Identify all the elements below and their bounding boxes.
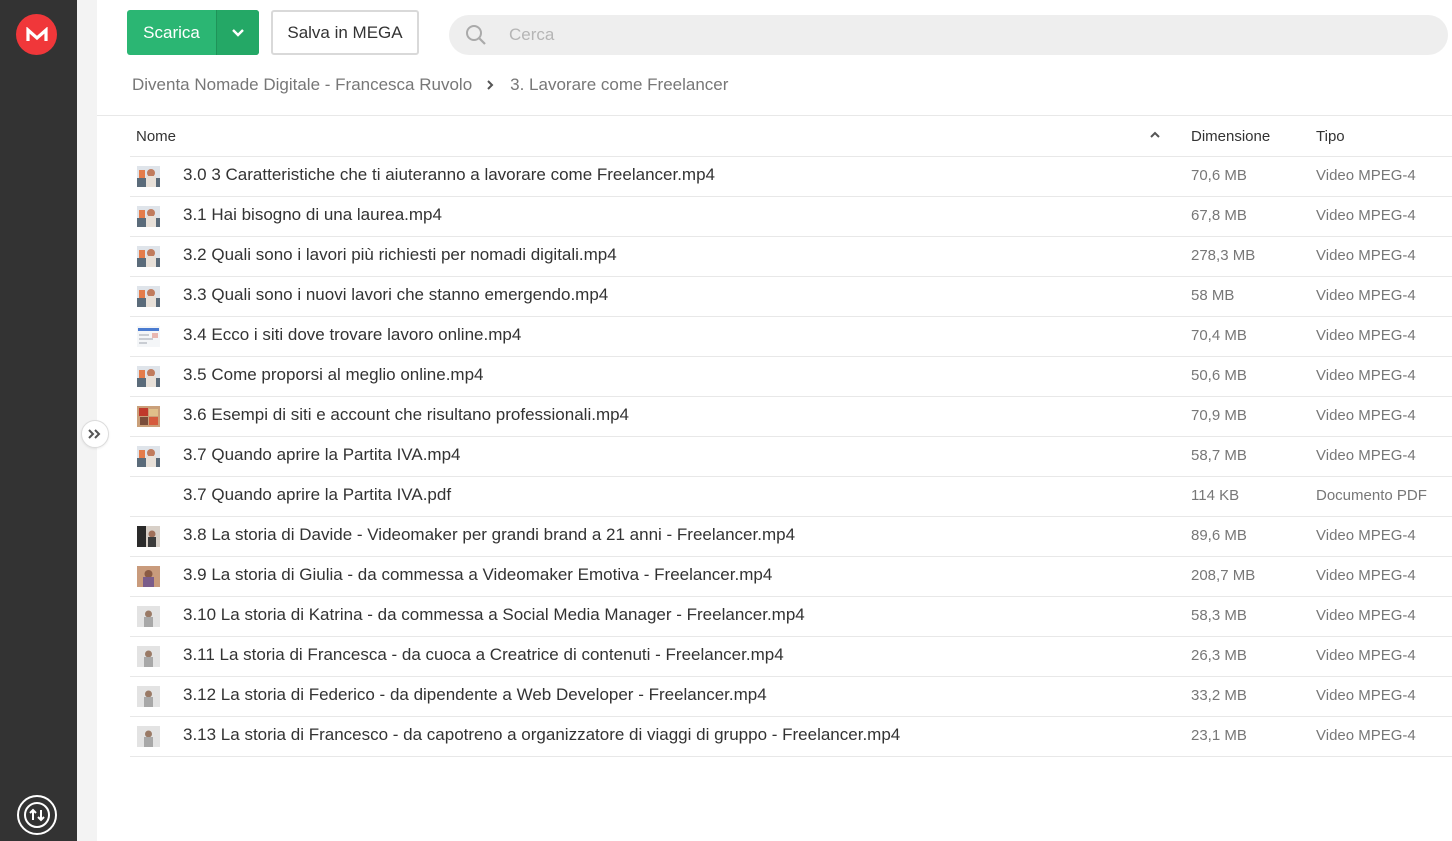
file-type: Video MPEG-4 (1316, 407, 1416, 424)
breadcrumb-item-current[interactable]: 3. Lavorare come Freelancer (510, 75, 729, 94)
file-type: Video MPEG-4 (1316, 167, 1416, 184)
file-size: 58,7 MB (1191, 447, 1247, 464)
video-thumbnail-icon (137, 366, 160, 387)
file-name: 3.1 Hai bisogno di una laurea.mp4 (183, 205, 442, 224)
video-thumbnail-icon (137, 166, 160, 187)
file-type: Video MPEG-4 (1316, 687, 1416, 704)
expand-panel-icon[interactable] (81, 420, 109, 448)
file-row[interactable] (130, 237, 1452, 277)
breadcrumb-item-root[interactable]: Diventa Nomade Digitale - Francesca Ruvolo (132, 75, 473, 94)
file-type: Video MPEG-4 (1316, 287, 1416, 304)
save-to-mega-button[interactable]: Salva in MEGA (271, 10, 419, 55)
video-thumbnail-icon (137, 206, 160, 227)
person-light-thumbnail-icon (137, 646, 160, 667)
file-name: 3.8 La storia di Davide - Videomaker per grandi brand a 21 anni - Freelancer.mp4 (183, 525, 796, 544)
file-size: 70,9 MB (1191, 407, 1247, 424)
file-size: 70,4 MB (1191, 327, 1247, 344)
file-type: Video MPEG-4 (1316, 727, 1416, 744)
file-row[interactable] (130, 557, 1452, 597)
download-button-label: Scarica (143, 22, 200, 42)
file-row[interactable] (130, 717, 1452, 757)
file-type: Video MPEG-4 (1316, 447, 1416, 464)
file-list (130, 157, 1452, 757)
file-name: 3.12 La storia di Federico - da dipendente a Web Developer - Freelancer.mp4 (183, 685, 767, 704)
person-light-thumbnail-icon (137, 726, 160, 747)
sort-ascending-icon[interactable] (1148, 128, 1162, 146)
transfer-manager-icon[interactable] (17, 795, 57, 835)
person-light-thumbnail-icon (137, 686, 160, 707)
file-type: Video MPEG-4 (1316, 247, 1416, 264)
column-header-name[interactable]: Nome (136, 128, 177, 145)
file-name: 3.9 La storia di Giulia - da commessa a Videomaker Emotiva - Freelancer.mp4 (183, 565, 773, 584)
file-type: Documento PDF (1316, 487, 1427, 504)
column-header-size[interactable]: Dimensione (1191, 128, 1271, 145)
file-size: 50,6 MB (1191, 367, 1247, 384)
file-size: 114 KB (1191, 487, 1240, 504)
file-row[interactable] (130, 157, 1452, 197)
file-name: 3.10 La storia di Katrina - da commessa a Social Media Manager - Freelancer.mp4 (183, 605, 805, 624)
column-header-type[interactable]: Tipo (1316, 128, 1345, 145)
file-name: 3.11 La storia di Francesca - da cuoca a Creatrice di contenuti - Freelancer.mp4 (183, 645, 784, 664)
file-size: 278,3 MB (1191, 247, 1256, 264)
mega-logo-icon[interactable] (16, 14, 57, 55)
file-size: 58 MB (1191, 287, 1235, 304)
screen-thumbnail-icon (137, 326, 160, 347)
file-row[interactable] (130, 397, 1452, 437)
file-name: 3.2 Quali sono i lavori più richiesti per nomadi digitali.mp4 (183, 245, 617, 264)
file-size: 89,6 MB (1191, 527, 1247, 544)
file-row[interactable] (130, 637, 1452, 677)
file-type: Video MPEG-4 (1316, 207, 1416, 224)
file-name: 3.7 Quando aprire la Partita IVA.mp4 (183, 445, 461, 464)
file-size: 67,8 MB (1191, 207, 1247, 224)
file-name: 3.0 3 Caratteristiche che ti aiuteranno a lavorare come Freelancer.mp4 (183, 165, 715, 184)
file-row[interactable] (130, 317, 1452, 357)
file-row[interactable] (130, 197, 1452, 237)
file-size: 58,3 MB (1191, 607, 1247, 624)
file-type: Video MPEG-4 (1316, 327, 1416, 344)
header-divider (97, 115, 1452, 116)
file-size: 208,7 MB (1191, 567, 1256, 584)
file-type: Video MPEG-4 (1316, 647, 1416, 664)
file-size: 26,3 MB (1191, 647, 1247, 664)
file-name: 3.5 Come proporsi al meglio online.mp4 (183, 365, 484, 384)
file-row[interactable] (130, 677, 1452, 717)
collage-thumbnail-icon (137, 406, 160, 427)
file-row[interactable] (130, 277, 1452, 317)
download-options-chevron-down-icon[interactable] (216, 10, 259, 55)
file-row[interactable] (130, 357, 1452, 397)
file-row[interactable] (130, 437, 1452, 477)
chevron-right-icon (486, 79, 494, 91)
sidebar (0, 0, 77, 841)
file-size: 23,1 MB (1191, 727, 1247, 744)
file-row[interactable] (130, 517, 1452, 557)
file-type: Video MPEG-4 (1316, 527, 1416, 544)
search-icon (451, 15, 501, 55)
file-size: 70,6 MB (1191, 167, 1247, 184)
person-light-thumbnail-icon (137, 606, 160, 627)
file-row[interactable] (130, 597, 1452, 637)
file-list-header (130, 117, 1452, 157)
file-row[interactable] (130, 477, 1452, 517)
file-name: 3.7 Quando aprire la Partita IVA.pdf (183, 485, 452, 504)
file-type: Video MPEG-4 (1316, 567, 1416, 584)
file-name: 3.13 La storia di Francesco - da capotreno a organizzatore di viaggi di gruppo - Freelancer.mp4 (183, 725, 901, 744)
search-input[interactable] (509, 25, 1409, 45)
file-type: Video MPEG-4 (1316, 367, 1416, 384)
file-name: 3.3 Quali sono i nuovi lavori che stanno emergendo.mp4 (183, 285, 609, 304)
video-thumbnail-icon (137, 446, 160, 467)
video-thumbnail-icon (137, 286, 160, 307)
file-name: 3.6 Esempi di siti e account che risultano professionali.mp4 (183, 405, 630, 424)
file-type: Video MPEG-4 (1316, 607, 1416, 624)
video-thumbnail-icon (137, 246, 160, 267)
file-name: 3.4 Ecco i siti dove trovare lavoro online.mp4 (183, 325, 522, 344)
file-size: 33,2 MB (1191, 687, 1247, 704)
person-dark-thumbnail-icon (137, 526, 160, 547)
search-bar (449, 15, 1448, 55)
person-warm-thumbnail-icon (137, 566, 160, 587)
breadcrumb (132, 73, 728, 97)
download-button[interactable] (127, 10, 259, 55)
